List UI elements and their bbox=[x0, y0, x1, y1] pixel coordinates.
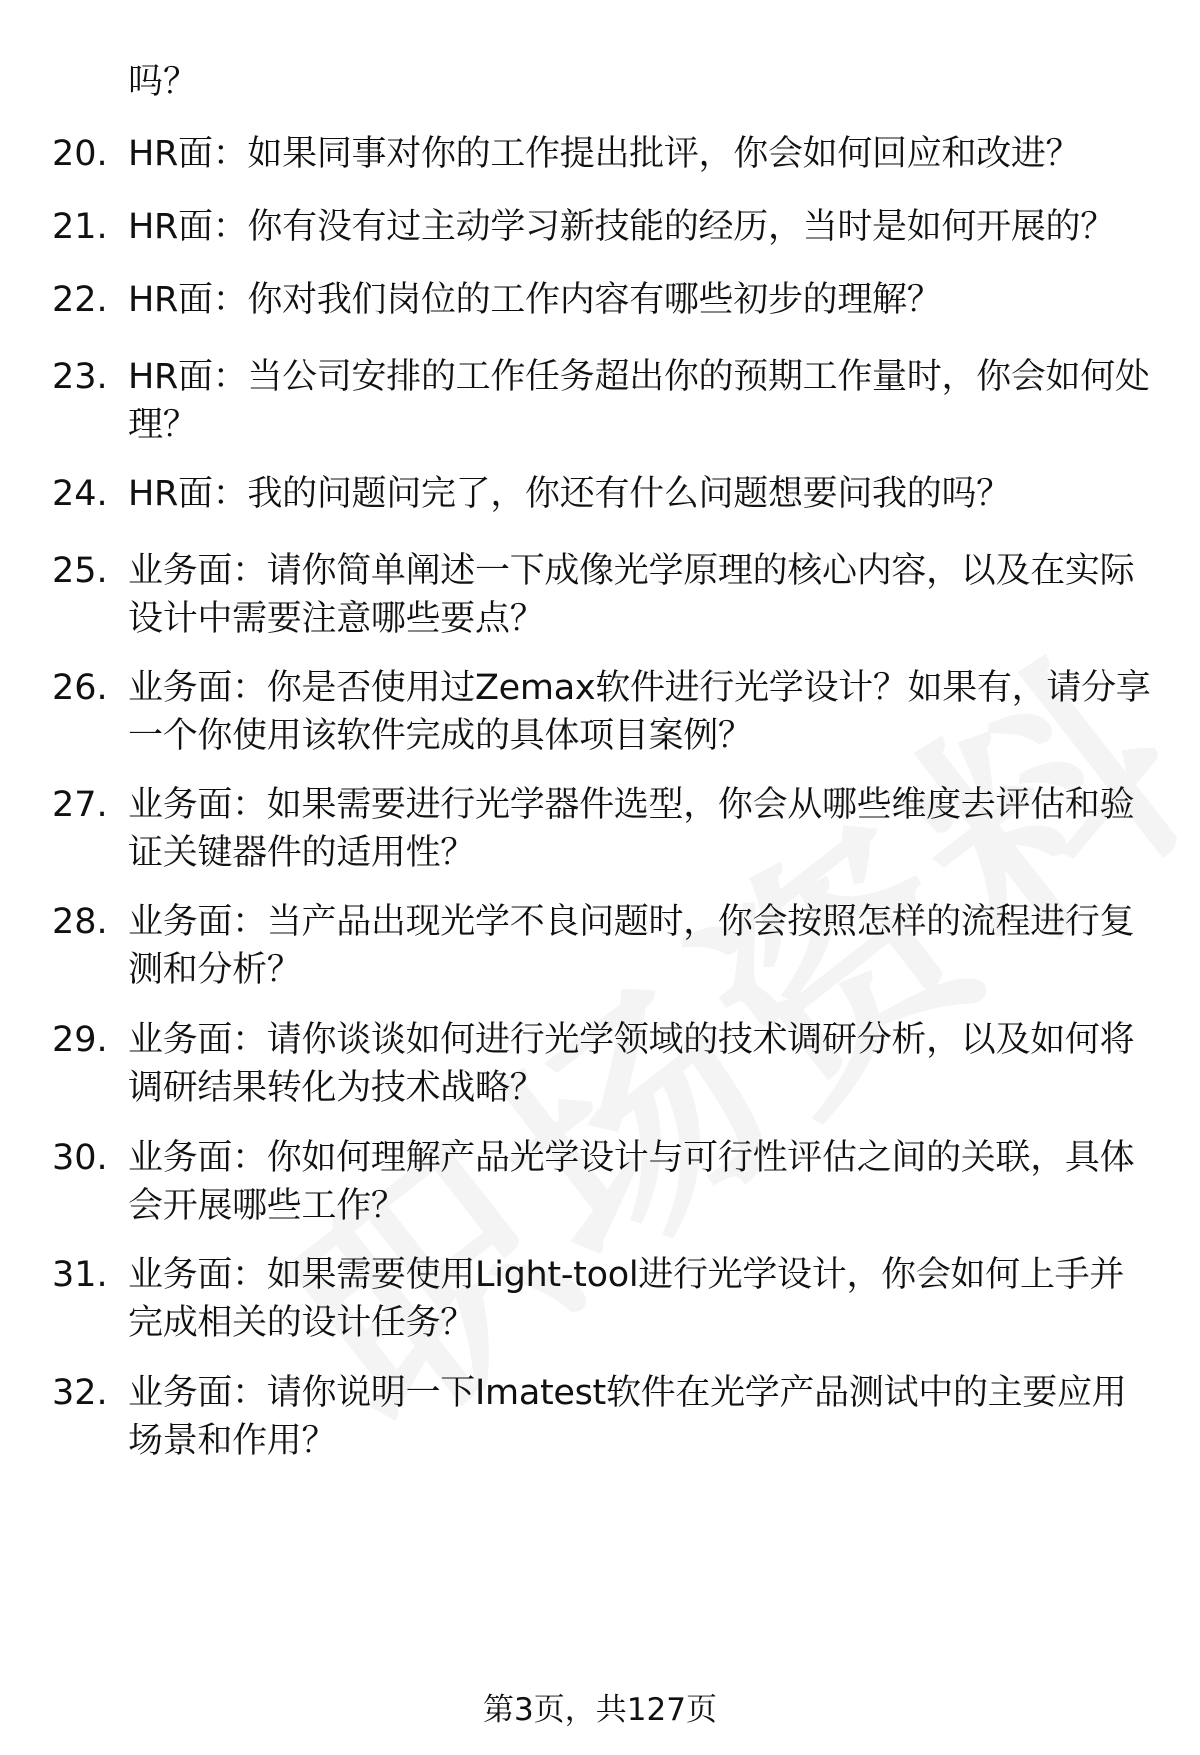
item-number: 24. bbox=[52, 474, 108, 514]
item-number: 32. bbox=[52, 1373, 108, 1413]
item-text: 业务面：请你谈谈如何进行光学领域的技术调研分析，以及如何将调研结果转化为技术战略？ bbox=[128, 1020, 1135, 1108]
item-text: 业务面：当产品出现光学不良问题时，你会按照怎样的流程进行复测和分析？ bbox=[128, 902, 1135, 990]
item-text: HR面：你对我们岗位的工作内容有哪些初步的理解？ bbox=[128, 280, 942, 320]
item-text: 业务面：如果需要使用Light-tool进行光学设计，你会如何上手并完成相关的设计任务？ bbox=[128, 1255, 1125, 1343]
item-number: 29. bbox=[52, 1020, 108, 1060]
item-text: 业务面：请你说明一下Imatest软件在光学产品测试中的主要应用场景和作用？ bbox=[128, 1373, 1127, 1461]
item-text: HR面：我的问题问完了，你还有什么问题想要问我的吗？ bbox=[128, 474, 1011, 514]
item-text: HR面：如果同事对你的工作提出批评，你会如何回应和改进？ bbox=[128, 134, 1081, 174]
item-number: 31. bbox=[52, 1255, 108, 1295]
item-number: 30. bbox=[52, 1138, 108, 1178]
item-number: 23. bbox=[52, 357, 108, 397]
item-number: 22. bbox=[52, 280, 108, 320]
item-number: 25. bbox=[52, 551, 108, 591]
item-number: 20. bbox=[52, 134, 108, 174]
item-text: HR面：你有没有过主动学习新技能的经历，当时是如何开展的？ bbox=[128, 207, 1115, 247]
item-number: 27. bbox=[52, 785, 108, 825]
item-number: 28. bbox=[52, 902, 108, 942]
item-number: 26. bbox=[52, 668, 108, 708]
continuation-text: 吗？ bbox=[128, 62, 199, 102]
item-text: HR面：当公司安排的工作任务超出你的预期工作量时，你会如何处理？ bbox=[128, 357, 1150, 445]
item-text: 业务面：你是否使用过Zemax软件进行光学设计？如果有，请分享一个你使用该软件完成的具体项目案例？ bbox=[128, 668, 1151, 756]
item-text: 业务面：你如何理解产品光学设计与可行性评估之间的关联，具体会开展哪些工作？ bbox=[128, 1138, 1135, 1226]
page-footer: 第3页，共127页 bbox=[483, 1692, 717, 1728]
item-text: 业务面：如果需要进行光学器件选型，你会从哪些维度去评估和验证关键器件的适用性？ bbox=[128, 785, 1135, 873]
item-number: 21. bbox=[52, 207, 108, 247]
item-text: 业务面：请你简单阐述一下成像光学原理的核心内容，以及在实际设计中需要注意哪些要点？ bbox=[128, 551, 1135, 639]
